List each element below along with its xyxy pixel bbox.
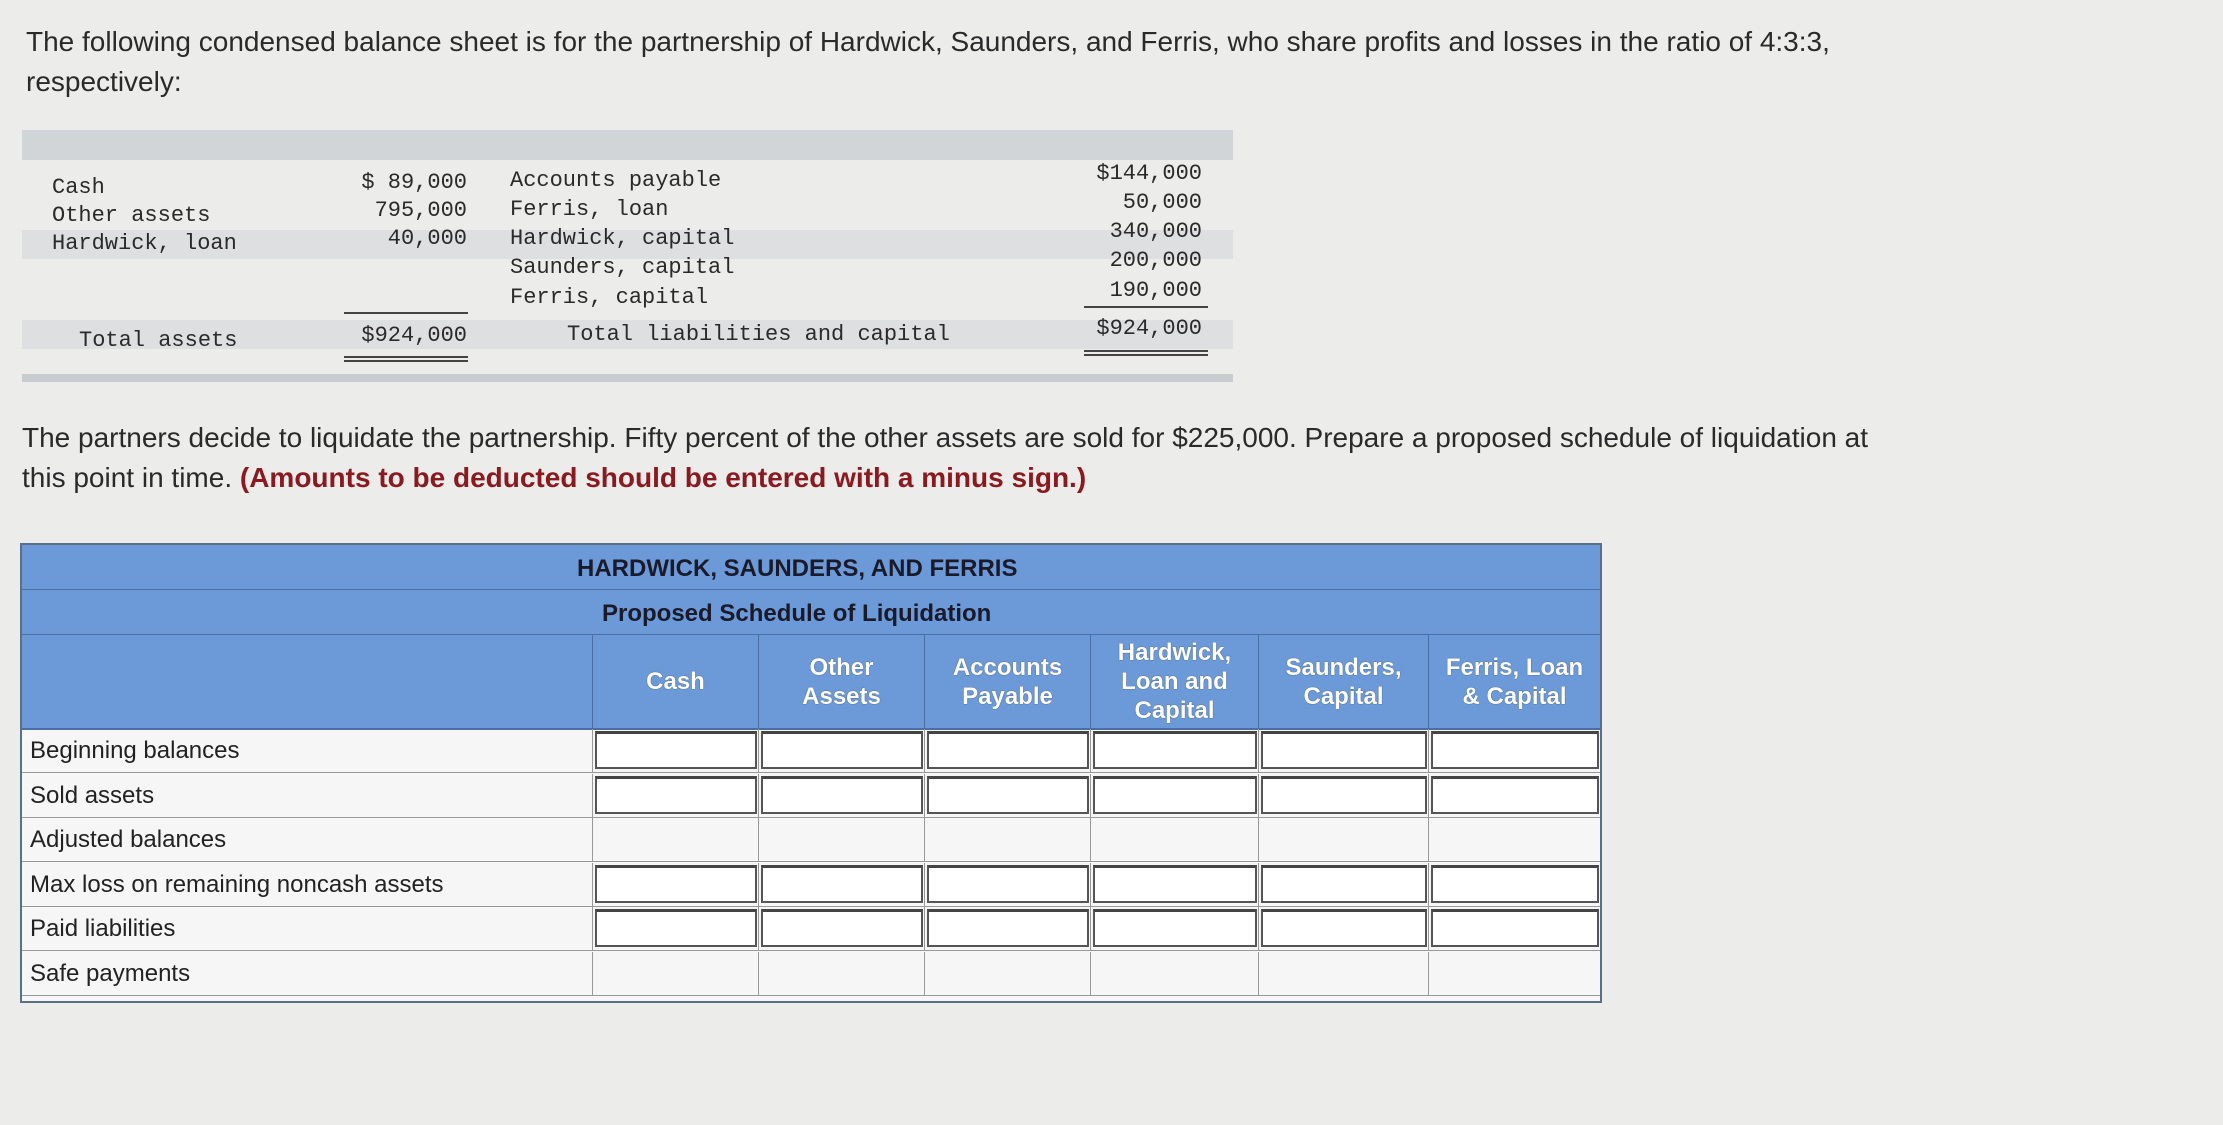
amount-input[interactable]: [761, 776, 923, 814]
amount-input[interactable]: [927, 909, 1089, 947]
amount-input[interactable]: [761, 865, 923, 903]
schedule-row: [22, 774, 1600, 818]
amount-input[interactable]: [1093, 776, 1257, 814]
liquidation-schedule: [20, 543, 1602, 1003]
amount-input[interactable]: [1431, 865, 1599, 903]
schedule-subtitle-bar: [22, 590, 1600, 635]
schedule-title-bar: [22, 545, 1600, 590]
total-assets-label: Total assets: [79, 328, 238, 353]
schedule-cell: [1090, 729, 1258, 773]
schedule-cell: [758, 907, 924, 951]
total-liabilities-label: Total liabilities and capital: [567, 322, 950, 347]
schedule-cell: [1090, 952, 1258, 996]
amount-input[interactable]: [927, 865, 1089, 903]
question-text: [22, 418, 1872, 498]
total-assets-value: $924,000: [361, 323, 467, 348]
amount-input[interactable]: [1431, 776, 1599, 814]
balance-sheet: [22, 130, 1233, 380]
col-header-hardwick: Hardwick, Loan and Capital: [1090, 635, 1258, 728]
schedule-cell: [1428, 952, 1600, 996]
schedule-cell: [924, 863, 1090, 907]
schedule-subtitle: Proposed Schedule of Liquidation: [602, 600, 992, 627]
double-rule: [344, 356, 468, 358]
schedule-cell: [592, 952, 758, 996]
double-rule: [344, 360, 468, 362]
bs-right-value: $144,000: [1096, 161, 1202, 186]
question-note: (Amounts to be deducted should be entered with a minus sign.): [239, 462, 1087, 493]
bs-right-value: 340,000: [1109, 219, 1202, 244]
amount-input[interactable]: [761, 731, 923, 769]
row-label: Sold assets: [30, 781, 155, 809]
schedule-cell: [1090, 863, 1258, 907]
amount-input[interactable]: [1261, 776, 1427, 814]
amount-input[interactable]: [927, 776, 1089, 814]
col-header-saunders: Saunders, Capital: [1258, 635, 1428, 728]
schedule-cell: [1428, 774, 1600, 818]
schedule-cell: [758, 774, 924, 818]
question-main: The partners decide to liquidate the partnership. Fifty percent of the other assets are sold for $225,000. Prepare a proposed schedule of liquidation at this point in time.: [22, 422, 1869, 493]
row-label: Adjusted balances: [30, 826, 227, 853]
bs-right-value: 190,000: [1109, 278, 1202, 303]
schedule-cell: [592, 729, 758, 773]
schedule-cell: [1428, 863, 1600, 907]
schedule-cell: [592, 818, 758, 862]
bs-right-label: Ferris, loan: [510, 197, 669, 222]
amount-input[interactable]: [595, 776, 757, 814]
double-rule: [1084, 354, 1208, 356]
bs-left-value: $ 89,000: [361, 170, 467, 195]
balance-sheet-footer-bar: [22, 374, 1233, 382]
col-header-cash: Cash: [592, 635, 758, 728]
amount-input[interactable]: [595, 865, 757, 903]
amount-input[interactable]: [1261, 909, 1427, 947]
schedule-cell: [1258, 907, 1428, 951]
schedule-cell: [924, 907, 1090, 951]
schedule-cell: [1090, 818, 1258, 862]
schedule-cell: [1090, 907, 1258, 951]
double-rule: [1084, 350, 1208, 352]
schedule-cell: [1258, 818, 1428, 862]
bs-left-value: 795,000: [374, 198, 467, 223]
row-label: Safe payments: [30, 959, 191, 987]
schedule-title: HARDWICK, SAUNDERS, AND FERRIS: [577, 555, 1018, 582]
bs-right-label: Accounts payable: [510, 168, 722, 193]
schedule-row: [22, 952, 1600, 996]
schedule-row: [22, 907, 1600, 951]
schedule-cell: [758, 818, 924, 862]
column-header-row: [22, 635, 1600, 730]
amount-input[interactable]: [1431, 731, 1599, 769]
total-liabilities-value: $924,000: [1096, 316, 1202, 341]
bs-left-label: Other assets: [52, 203, 211, 228]
subtotal-rule: [344, 312, 468, 314]
subtotal-rule: [1084, 306, 1208, 308]
bs-right-label: Ferris, capital: [510, 285, 709, 310]
amount-input[interactable]: [927, 731, 1089, 769]
schedule-cell: [924, 818, 1090, 862]
schedule-row: [22, 863, 1600, 907]
intro-text: The following condensed balance sheet is for the partnership of Hardwick, Saunders, and Ferris, who share profits and losses in the ratio of 4:3:3, respectively:: [26, 26, 1830, 97]
amount-input[interactable]: [1093, 731, 1257, 769]
amount-input[interactable]: [1261, 865, 1427, 903]
col-header-other-assets: Other Assets: [758, 635, 924, 728]
amount-input[interactable]: [1261, 731, 1427, 769]
schedule-cell: [758, 863, 924, 907]
amount-input[interactable]: [1093, 909, 1257, 947]
schedule-cell: [1428, 907, 1600, 951]
bs-right-label: Saunders, capital: [510, 255, 735, 280]
amount-input[interactable]: [1431, 909, 1599, 947]
bs-left-value: 40,000: [387, 226, 467, 251]
schedule-cell: [1090, 774, 1258, 818]
row-label: Paid liabilities: [30, 915, 176, 942]
schedule-cell: [758, 952, 924, 996]
schedule-cell: [758, 729, 924, 773]
schedule-cell: [1258, 952, 1428, 996]
schedule-row: [22, 818, 1600, 862]
schedule-cell: [592, 863, 758, 907]
bs-right-value: 50,000: [1122, 190, 1202, 215]
amount-input[interactable]: [761, 909, 923, 947]
bs-right-label: Hardwick, capital: [510, 226, 735, 251]
balance-sheet-header-bar: [22, 130, 1233, 160]
amount-input[interactable]: [595, 731, 757, 769]
row-label: Beginning balances: [30, 737, 240, 764]
schedule-cell: [1428, 729, 1600, 773]
schedule-cell: [592, 907, 758, 951]
col-header-accounts-payable: Accounts Payable: [924, 635, 1090, 728]
schedule-cell: [1428, 818, 1600, 862]
bs-right-value: 200,000: [1109, 248, 1202, 273]
schedule-cell: [592, 774, 758, 818]
schedule-cell: [1258, 863, 1428, 907]
col-header-ferris: Ferris, Loan & Capital: [1428, 635, 1600, 728]
schedule-row: [22, 729, 1600, 773]
bs-left-label: Hardwick, loan: [52, 231, 237, 256]
schedule-cell: [1258, 729, 1428, 773]
schedule-cell: [924, 952, 1090, 996]
schedule-cell: [924, 729, 1090, 773]
bs-left-label: Cash: [52, 175, 105, 200]
row-label: Max loss on remaining noncash assets: [30, 870, 444, 898]
amount-input[interactable]: [1093, 865, 1257, 903]
schedule-cell: [924, 774, 1090, 818]
schedule-cell: [1258, 774, 1428, 818]
amount-input[interactable]: [595, 909, 757, 947]
